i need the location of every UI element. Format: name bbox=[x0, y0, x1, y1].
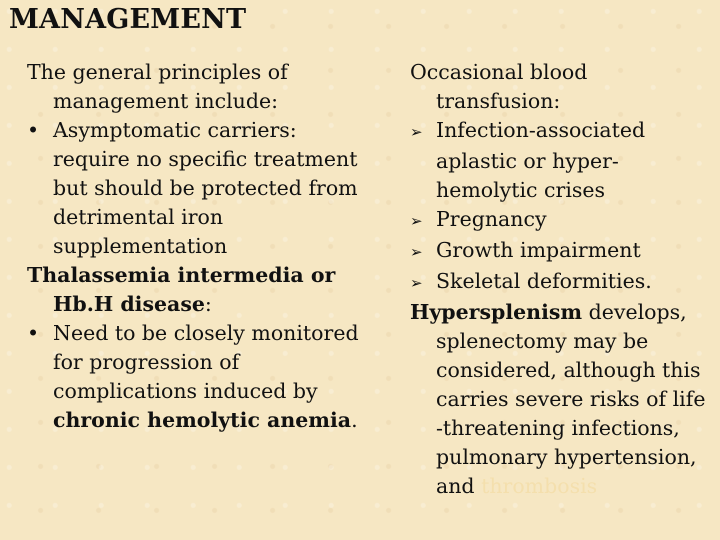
hypersplenism-paragraph: Hypersplenism develops, splenectomy may be considered, although this carries severe risks of life -threatening infections, pulmonary hypertension, and thrombosis bbox=[410, 300, 706, 498]
slide-title: MANAGEMENT bbox=[9, 4, 247, 35]
arrow-bullet-icon: ➢ bbox=[410, 123, 423, 141]
arrow-bullet-icon: ➢ bbox=[410, 243, 423, 261]
right-column bbox=[410, 58, 710, 501]
bullet-icon: • bbox=[27, 321, 40, 345]
bullet-item-monitoring: • Need to be closely monitored for progression of complications induced by chronic hemolytic anemia. bbox=[27, 321, 359, 432]
arrow-item: ➢ Skeletal deformities. bbox=[410, 267, 710, 298]
arrow-bullet-icon: ➢ bbox=[410, 212, 423, 230]
bullet-item-carriers: • Asymptomatic carriers: require no specific treatment but should be protected from detrimental iron supplementation bbox=[27, 118, 358, 258]
arrow-item: ➢ Pregnancy bbox=[410, 205, 710, 236]
transfusion-heading: Occasional blood transfusion: bbox=[410, 60, 588, 113]
intro-text: The general principles of management include: bbox=[27, 60, 288, 113]
arrow-item: ➢ Infection-associated aplastic or hyper-hemolytic crises bbox=[410, 118, 646, 202]
bullet-icon: • bbox=[27, 118, 40, 142]
arrow-item: ➢ Growth impairment bbox=[410, 236, 710, 267]
subheading-thalassemia: Thalassemia intermedia or Hb.H disease: bbox=[27, 263, 336, 316]
arrow-bullet-icon: ➢ bbox=[410, 274, 423, 292]
left-column bbox=[27, 58, 372, 435]
